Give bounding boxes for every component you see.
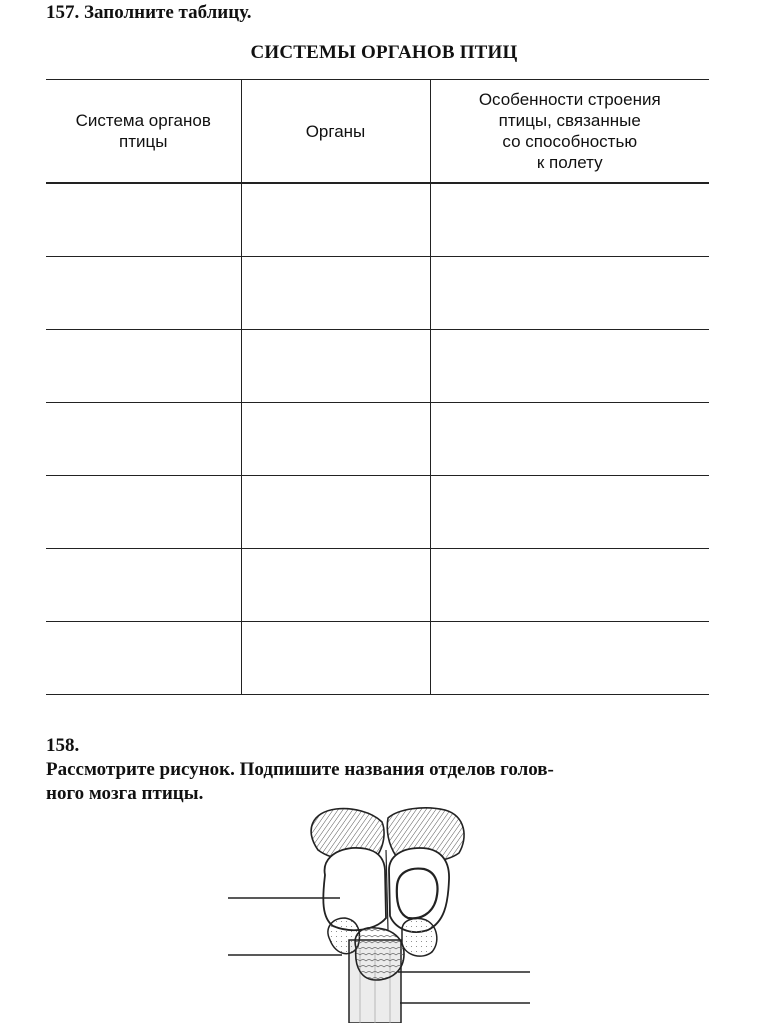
table-row [46,548,709,621]
task-158-line-2: ного мозга птицы. [46,783,204,804]
right-hemisphere-inner [397,869,438,919]
blank-cell[interactable] [430,256,709,329]
blank-cell[interactable] [430,183,709,256]
table-row [46,402,709,475]
blank-cell[interactable] [46,402,241,475]
column-header-features [430,80,709,184]
header-line: к полету [536,153,603,172]
blank-cell[interactable] [241,402,430,475]
table-header-row [46,80,709,184]
table-title: СИСТЕМЫ ОРГАНОВ ПТИЦ [250,42,518,63]
blank-cell[interactable] [430,548,709,621]
blank-cell[interactable] [430,329,709,402]
blank-cell[interactable] [430,621,709,694]
left-hemisphere [323,848,386,930]
blank-cell[interactable] [430,402,709,475]
blank-cell[interactable] [46,548,241,621]
table-row [46,621,709,694]
column-header-system [46,80,241,184]
header-line: Система органов [75,111,211,130]
organ-systems-table [46,79,709,695]
column-header-organs [241,80,430,184]
optic-lobe-left [328,918,360,954]
task-157-heading [46,2,252,24]
task-number: 157. [46,2,80,23]
blank-cell[interactable] [46,329,241,402]
blank-cell[interactable] [430,475,709,548]
blank-cell[interactable] [241,475,430,548]
header-line: Органы [305,121,366,141]
task-158-line-1 [46,734,726,782]
table-row [46,329,709,402]
task-instruction: Заполните таблицу. [84,2,252,23]
header-line: Особенности строения [478,90,661,109]
blank-cell[interactable] [46,621,241,694]
blank-cell[interactable] [46,475,241,548]
header-line: птицы, связанные [498,111,641,130]
table-row [46,256,709,329]
blank-cell[interactable] [241,256,430,329]
table-row [46,475,709,548]
table-row [46,183,709,256]
cerebellum [355,928,404,980]
blank-cell[interactable] [46,256,241,329]
blank-cell[interactable] [241,329,430,402]
optic-lobe-right [402,918,437,956]
task-number: 158. [46,735,80,756]
blank-cell[interactable] [46,183,241,256]
header-line: со способностью [502,132,638,151]
bird-brain-figure [0,790,768,1023]
task-instruction: Рассмотрите рисунок. Подпишите названия отделов голов- [46,759,554,780]
header-line: птицы [119,132,168,151]
blank-cell[interactable] [241,548,430,621]
blank-cell[interactable] [241,183,430,256]
blank-cell[interactable] [241,621,430,694]
